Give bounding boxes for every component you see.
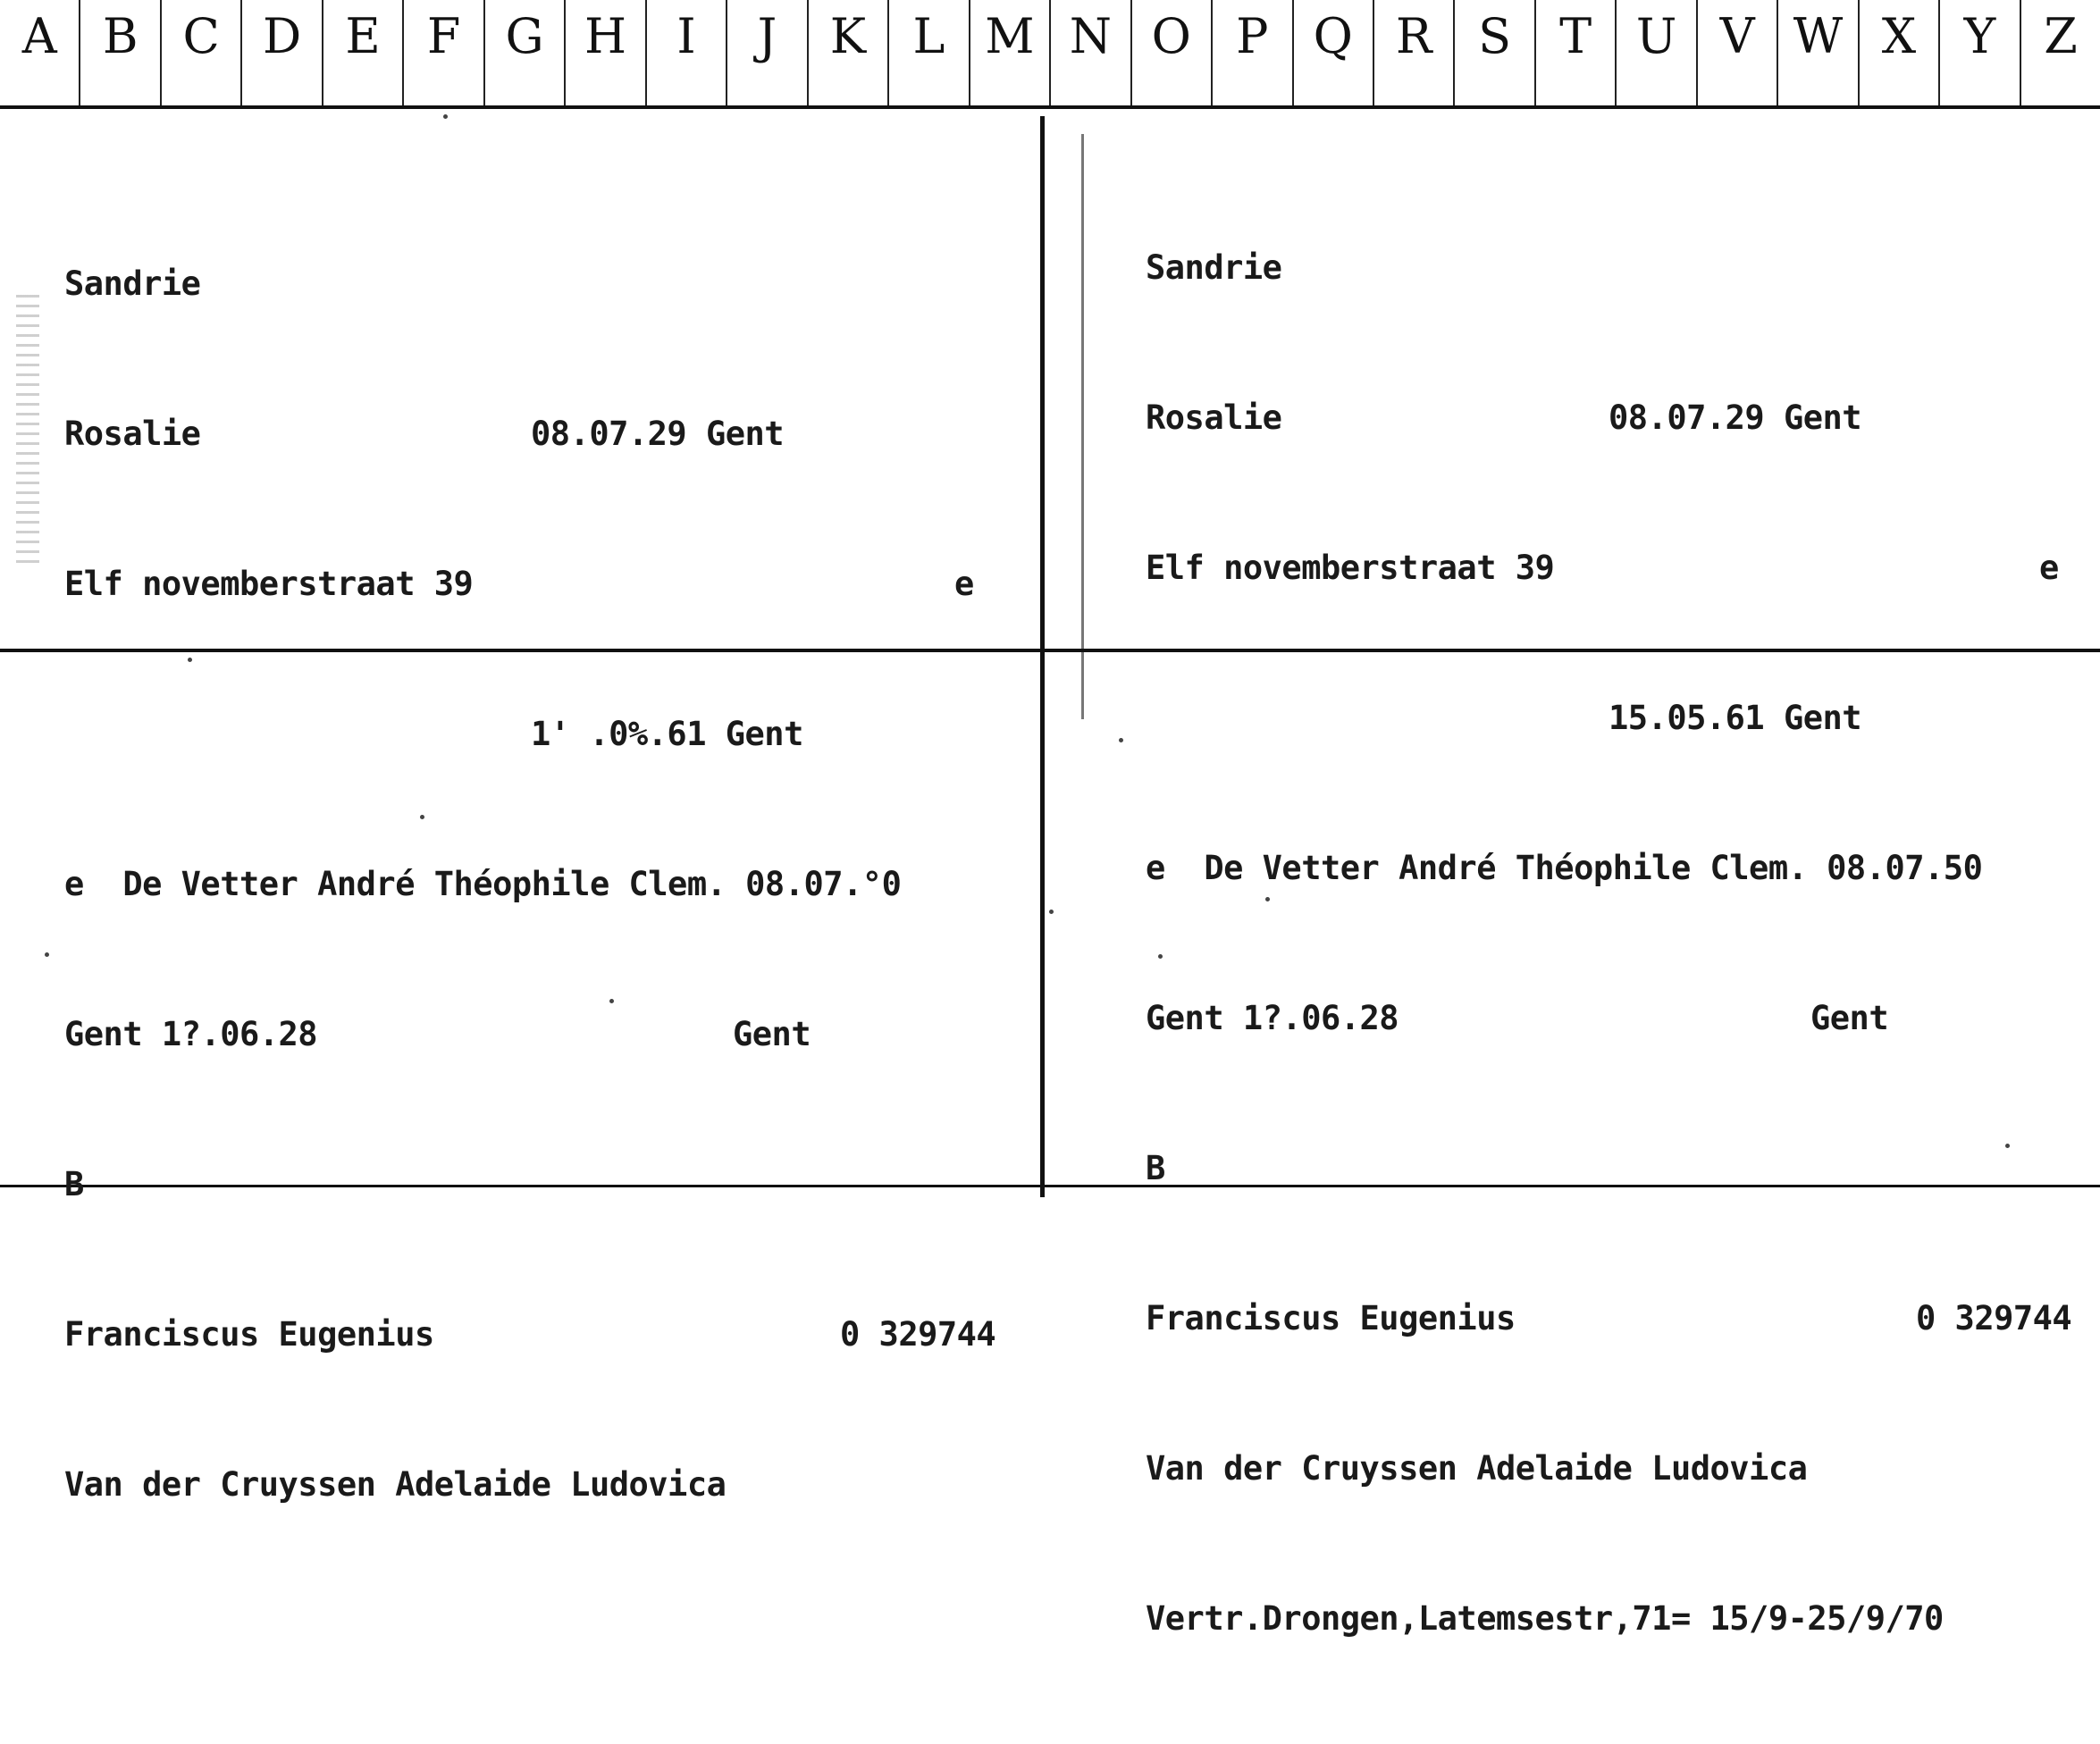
alphabet-letter-q: Q — [1294, 0, 1374, 105]
mother-name: Van der Cruyssen Adelaide Ludovica — [1146, 1449, 1808, 1488]
first-name-row — [64, 409, 785, 459]
street: Elf novemberstraat 39 — [64, 565, 474, 603]
surname-row — [64, 259, 201, 309]
scan-speck — [1049, 910, 1054, 914]
marriage-date-place: 15.05.61 Gent — [1609, 699, 1862, 737]
alphabet-letter-n: N — [1051, 0, 1131, 105]
mother-row — [1146, 1444, 1808, 1494]
alphabet-letter-e: E — [323, 0, 404, 105]
first-name-row — [1146, 393, 1862, 443]
alphabet-letter-d: D — [242, 0, 323, 105]
scan-speck — [443, 114, 448, 119]
departure-row — [1146, 1594, 1944, 1644]
scan-speck — [609, 999, 614, 1003]
code-b: B — [1146, 1149, 1165, 1187]
scan-speck — [188, 658, 192, 662]
spouse-row — [64, 859, 902, 910]
birth-date-place: 08.07.29 Gent — [1609, 398, 1862, 437]
alphabet-letter-l: L — [889, 0, 970, 105]
code-b: B — [64, 1165, 84, 1203]
scan-speck — [420, 815, 424, 819]
spouse-birth: Gent 1?.06.28 — [64, 1015, 318, 1053]
alphabet-letter-j: J — [727, 0, 808, 105]
alphabet-letter-y: Y — [1940, 0, 2020, 105]
mother-name: Van der Cruyssen Adelaide Ludovica — [64, 1465, 727, 1504]
alphabet-letter-k: K — [809, 0, 889, 105]
spouse-birth-row — [1146, 994, 1889, 1044]
scan-speck — [1265, 897, 1270, 901]
spouse: e De Vetter André Théophile Clem. 08.07.50 — [1146, 849, 1983, 887]
alphabet-letter-f: F — [404, 0, 484, 105]
departure-note: Vertr.Drongen,Latemsestr,71= 15/9-25/9/70 — [1146, 1599, 1944, 1638]
alphabet-letter-z: Z — [2044, 8, 2078, 64]
street: Elf novemberstraat 39 — [1146, 549, 1555, 587]
code-row — [1146, 1144, 1223, 1194]
left-register-card — [64, 159, 996, 1560]
spouse-row — [1146, 843, 1983, 893]
marriage-date-place: 1' .0%.61 Gent — [531, 715, 803, 753]
scan-edge-noise — [16, 295, 39, 563]
right-register-card — [1146, 143, 2072, 1694]
alphabet-letter-i: I — [647, 0, 727, 105]
alphabet-letter-h: H — [566, 0, 646, 105]
street-row — [64, 559, 974, 609]
birth-date-place: 08.07.29 Gent — [531, 415, 785, 453]
surname-row — [1146, 243, 1282, 293]
spouse-birth-row — [64, 1010, 811, 1060]
first-name: Rosalie — [64, 415, 201, 453]
scan-speck — [1119, 738, 1123, 742]
alphabet-letter-r: R — [1374, 0, 1455, 105]
father-row — [1146, 1294, 2072, 1344]
alphabet-letter-o: O — [1132, 0, 1213, 105]
mother-row — [64, 1460, 727, 1510]
section-divider — [0, 649, 2100, 652]
alphabet-letter-w: W — [1778, 0, 1859, 105]
alphabet-strip — [0, 0, 2100, 109]
bottom-border — [0, 1185, 2100, 1187]
spouse: e De Vetter André Théophile Clem. 08.07.°0 — [64, 865, 902, 903]
marriage-row — [1146, 693, 1862, 743]
alphabet-letter-u: U — [1617, 0, 1697, 105]
mark-e: e — [2039, 549, 2059, 587]
alphabet-letter-c: C — [162, 0, 242, 105]
first-name: Rosalie — [1146, 398, 1282, 437]
street-row — [1146, 543, 2059, 593]
alphabet-letter-a: A — [0, 0, 80, 105]
alphabet-letter-s: S — [1455, 0, 1535, 105]
faint-fold-line — [1081, 134, 1084, 719]
alphabet-letter-t: T — [1536, 0, 1617, 105]
alphabet-letter-p: P — [1213, 0, 1293, 105]
spouse-birth: Gent 1?.06.28 — [1146, 999, 1399, 1037]
spouse-birth-place: Gent — [733, 1015, 811, 1053]
register-number: 0 329744 — [840, 1315, 996, 1354]
marriage-row — [64, 709, 803, 759]
mark-e: e — [954, 565, 974, 603]
card-divider — [1040, 116, 1045, 1197]
spouse-birth-place: Gent — [1810, 999, 1889, 1037]
father-row — [64, 1310, 996, 1360]
alphabet-letter-v: V — [1698, 0, 1778, 105]
surname: Sandrie — [1146, 248, 1282, 287]
code-row — [64, 1160, 142, 1210]
father-name: Franciscus Eugenius — [64, 1315, 434, 1354]
scan-speck — [2005, 1144, 2010, 1148]
register-number: 0 329744 — [1916, 1299, 2072, 1337]
father-name: Franciscus Eugenius — [1146, 1299, 1516, 1337]
surname: Sandrie — [64, 264, 201, 303]
alphabet-letter-b: B — [80, 0, 161, 105]
alphabet-letter-x: X — [1860, 0, 1940, 105]
scan-speck — [45, 952, 49, 957]
scan-speck — [1158, 954, 1163, 959]
alphabet-letter-g: G — [485, 0, 566, 105]
alphabet-letter-m: M — [970, 0, 1051, 105]
